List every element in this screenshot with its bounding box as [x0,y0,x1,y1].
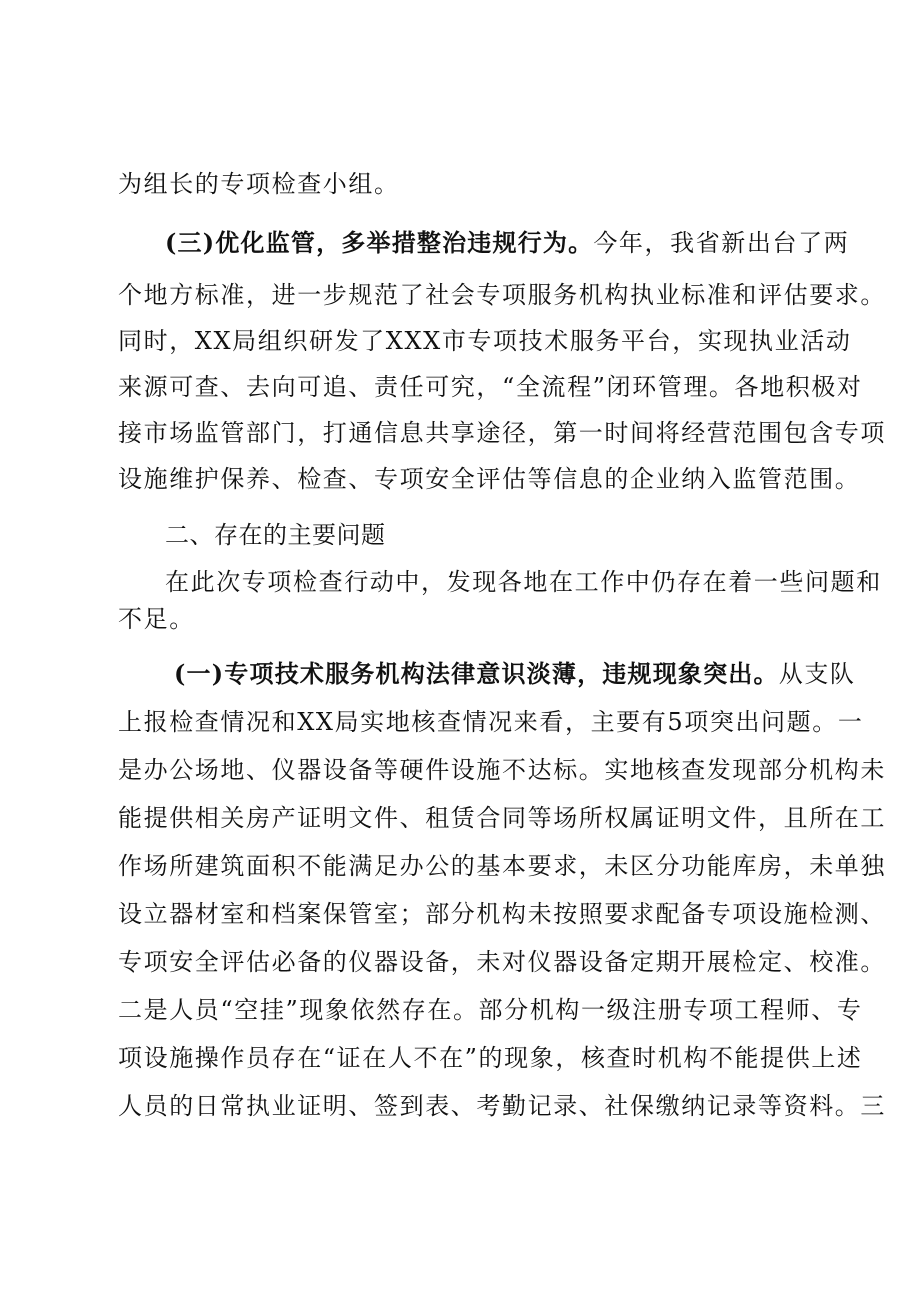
paragraph-line: 人员的日常执业证明、签到表、考勤记录、社保缴纳记录等资料。三 [118,1092,886,1120]
paragraph-line: 接市场监管部门，打通信息共享途径，第一时间将经营范围包含专项 [118,419,886,447]
paragraph-line: 在此次专项检查行动中，发现各地在工作中仍存在着一些问题和 [165,568,882,596]
paragraph-line: 不足。 [118,605,195,633]
section-heading-bold: (三)优化监管，多举措整治违规行为。 [165,228,594,257]
paragraph-line: 设立器材室和档案保管室；部分机构未按照要求配备专项设施检测、 [118,900,886,928]
paragraph-line: 专项安全评估必备的仪器设备，未对仪器设备定期开展检定、校准。 [118,948,886,976]
paragraph-text: 今年，我省新出台了两 [593,229,850,257]
paragraph-line: 二是人员“空挂”现象依然存在。部分机构一级注册专项工程师、专 [118,996,863,1024]
paragraph-line: 是办公场地、仪器设备等硬件设施不达标。实地核查发现部分机构未 [118,756,886,784]
section-heading-bold: (一)专项技术服务机构法律意识淡薄，违规现象突出。 [174,659,779,688]
paragraph-line: 设施维护保养、检查、专项安全评估等信息的企业纳入监管范围。 [118,465,861,493]
paragraph-line: 上报检查情况和XX局实地核查情况来看，主要有5项突出问题。一 [118,708,864,736]
paragraph-line: 为组长的专项检查小组。 [118,170,400,198]
paragraph-line: 同时，XX局组织研发了XXX市专项技术服务平台，实现执业活动 [118,327,852,355]
paragraph-line: 作场所建筑面积不能满足办公的基本要求，未区分功能库房，未单独 [118,852,886,880]
paragraph-line: 来源可查、去向可追、责任可究，“全流程”闭环管理。各地积极对 [118,373,863,401]
paragraph-line: 个地方标准，进一步规范了社会专项服务机构执业标准和评估要求。 [118,281,886,309]
chapter-heading: 二、存在的主要问题 [165,521,386,549]
section-paragraph-line [165,227,850,259]
section-paragraph-line [174,658,856,690]
paragraph-text: 从支队 [778,660,856,688]
paragraph-line: 能提供相关房产证明文件、租赁合同等场所权属证明文件，且所在工 [118,804,886,832]
paragraph-line: 项设施操作员存在“证在人不在”的现象，核查时机构不能提供上述 [118,1044,863,1072]
